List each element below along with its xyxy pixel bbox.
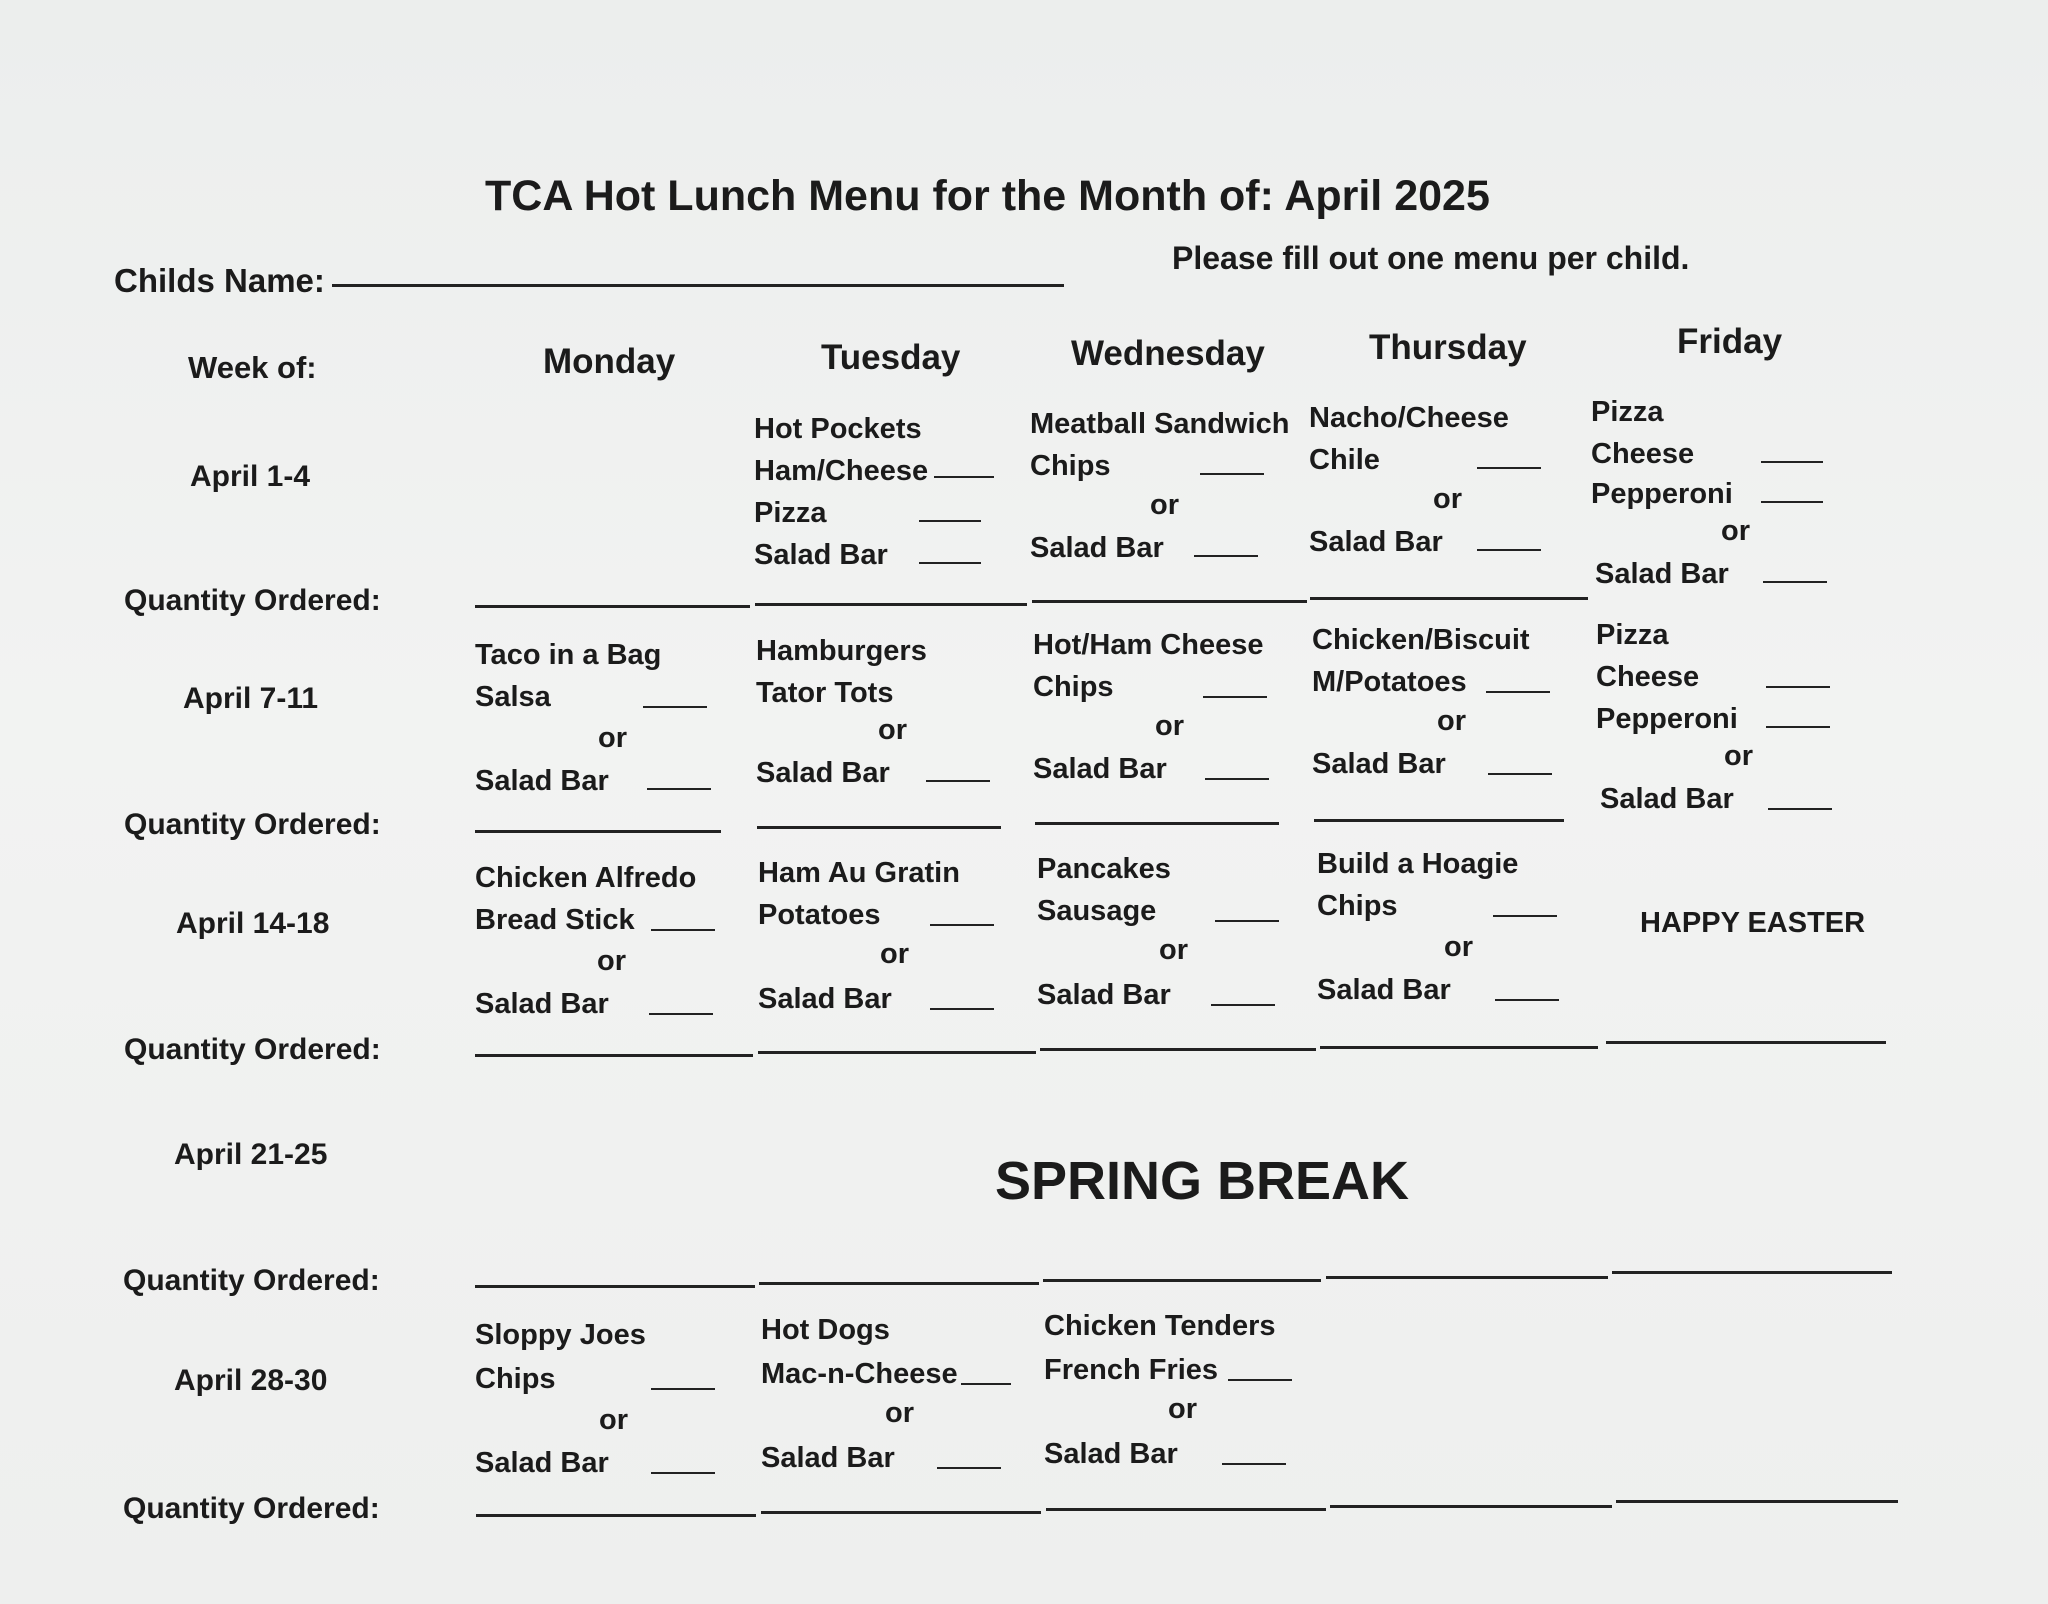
menu-item: Pizza (754, 497, 827, 529)
quantity-line-wednesday[interactable] (1040, 1048, 1316, 1051)
spring-break-banner: SPRING BREAK (995, 1151, 1410, 1211)
header-tuesday: Tuesday (821, 338, 961, 377)
order-blank[interactable] (1200, 473, 1264, 475)
order-blank[interactable] (643, 706, 707, 708)
order-blank[interactable] (1211, 1004, 1275, 1006)
order-blank[interactable] (649, 1013, 713, 1015)
quantity-label: Quantity Ordered: (124, 1033, 381, 1066)
menu-item: Salad Bar (754, 539, 888, 571)
menu-item: Taco in a Bag (475, 639, 662, 671)
order-blank[interactable] (1768, 808, 1832, 810)
header-week: Week of: (188, 350, 317, 385)
menu-item: Pepperoni (1591, 478, 1733, 510)
quantity-line-tuesday[interactable] (757, 826, 1001, 829)
menu-item: Chips (1317, 890, 1398, 922)
or-text: or (1724, 740, 1753, 772)
menu-item: Sausage (1037, 895, 1157, 927)
quantity-line-tuesday[interactable] (761, 1511, 1041, 1514)
or-text: or (597, 945, 626, 977)
order-blank[interactable] (1495, 999, 1559, 1001)
quantity-line-friday[interactable] (1616, 1500, 1898, 1503)
menu-item: Hot/Ham Cheese (1033, 629, 1264, 661)
quantity-line-thursday[interactable] (1326, 1276, 1608, 1279)
quantity-line-monday[interactable] (475, 1285, 755, 1288)
menu-item: Ham Au Gratin (758, 857, 960, 889)
or-text: or (1444, 931, 1473, 963)
order-blank[interactable] (1194, 555, 1258, 557)
header-wednesday: Wednesday (1071, 334, 1265, 373)
quantity-line-friday[interactable] (1606, 1041, 1886, 1044)
menu-item: Salad Bar (475, 988, 609, 1020)
menu-item: Tator Tots (756, 677, 894, 709)
menu-item: Salad Bar (1595, 558, 1729, 590)
order-blank[interactable] (919, 520, 981, 522)
quantity-line-monday[interactable] (475, 605, 750, 608)
menu-item: Pizza (1591, 396, 1664, 428)
quantity-label: Quantity Ordered: (124, 808, 381, 841)
menu-item: Cheese (1591, 438, 1695, 470)
quantity-line-wednesday[interactable] (1043, 1279, 1321, 1282)
week-label: April 21-25 (174, 1138, 328, 1171)
order-blank[interactable] (1205, 778, 1269, 780)
quantity-line-tuesday[interactable] (759, 1282, 1039, 1285)
quantity-line-monday[interactable] (476, 1514, 756, 1517)
menu-item: M/Potatoes (1312, 666, 1467, 698)
order-blank[interactable] (1477, 467, 1541, 469)
quantity-line-thursday[interactable] (1310, 597, 1588, 600)
order-blank[interactable] (651, 1388, 715, 1390)
menu-item: Salad Bar (1309, 526, 1443, 558)
menu-item: Potatoes (758, 899, 881, 931)
page-title: TCA Hot Lunch Menu for the Month of: April 2025 (485, 172, 1490, 220)
quantity-label: Quantity Ordered: (123, 1264, 380, 1297)
menu-item: Pancakes (1037, 853, 1171, 885)
header-monday: Monday (543, 342, 676, 381)
order-blank[interactable] (1761, 501, 1823, 503)
order-blank[interactable] (651, 1472, 715, 1474)
child-name-label: Childs Name: (114, 262, 325, 299)
quantity-line-wednesday[interactable] (1032, 600, 1307, 603)
friday-holiday-note: HAPPY EASTER (1640, 907, 1866, 939)
order-blank[interactable] (919, 562, 981, 564)
menu-item: Mac-n-Cheese (761, 1358, 958, 1390)
or-text: or (1159, 934, 1188, 966)
menu-item: Salad Bar (475, 765, 609, 797)
order-blank[interactable] (937, 1467, 1001, 1469)
or-text: or (880, 938, 909, 970)
or-text: or (1150, 489, 1179, 521)
menu-item: Chips (1033, 671, 1114, 703)
child-name-field[interactable] (332, 284, 1064, 287)
menu-item: Pepperoni (1596, 703, 1738, 735)
menu-item: Pizza (1596, 619, 1669, 651)
menu-item: Chicken Tenders (1044, 1310, 1276, 1342)
quantity-line-thursday[interactable] (1320, 1046, 1598, 1049)
or-text: or (599, 1404, 628, 1436)
order-blank[interactable] (1222, 1463, 1286, 1465)
order-blank[interactable] (930, 924, 994, 926)
order-blank[interactable] (1203, 696, 1267, 698)
menu-item: Salad Bar (1312, 748, 1446, 780)
menu-item: Chile (1309, 444, 1380, 476)
menu-item: Cheese (1596, 661, 1700, 693)
header-friday: Friday (1677, 322, 1783, 361)
quantity-line-wednesday[interactable] (1046, 1508, 1326, 1511)
menu-item: Salad Bar (758, 983, 892, 1015)
order-blank[interactable] (1763, 581, 1827, 583)
header-thursday: Thursday (1369, 328, 1527, 367)
menu-item: Meatball Sandwich (1030, 408, 1290, 440)
menu-item: Bread Stick (475, 904, 635, 936)
week-label: April 14-18 (176, 907, 330, 940)
quantity-line-wednesday[interactable] (1035, 822, 1279, 825)
order-blank[interactable] (647, 788, 711, 790)
menu-item: Salad Bar (1030, 532, 1164, 564)
menu-item: Build a Hoagie (1317, 848, 1519, 880)
order-blank[interactable] (1486, 691, 1550, 693)
or-text: or (1433, 483, 1462, 515)
week-label: April 1-4 (190, 460, 311, 493)
order-blank[interactable] (1761, 461, 1823, 463)
quantity-line-monday[interactable] (475, 1054, 753, 1057)
order-blank[interactable] (1766, 686, 1830, 688)
quantity-label: Quantity Ordered: (123, 1492, 380, 1525)
quantity-line-tuesday[interactable] (758, 1051, 1036, 1054)
or-text: or (1155, 710, 1184, 742)
menu-item: Salad Bar (1037, 979, 1171, 1011)
order-blank[interactable] (1766, 726, 1830, 728)
menu-item: Hot Dogs (761, 1314, 890, 1346)
order-blank[interactable] (1493, 915, 1557, 917)
menu-item: Salad Bar (1044, 1438, 1178, 1470)
order-blank[interactable] (1488, 773, 1552, 775)
quantity-line-thursday[interactable] (1314, 819, 1564, 822)
menu-item: Ham/Cheese (754, 455, 929, 487)
order-blank[interactable] (1477, 549, 1541, 551)
menu-item: Salad Bar (1033, 753, 1167, 785)
quantity-line-thursday[interactable] (1330, 1505, 1612, 1508)
menu-item: French Fries (1044, 1354, 1219, 1386)
menu-item: Chicken Alfredo (475, 862, 697, 894)
menu-item: Salad Bar (1600, 783, 1734, 815)
order-blank[interactable] (1215, 920, 1279, 922)
menu-item: Sloppy Joes (475, 1319, 646, 1351)
or-text: or (885, 1397, 914, 1429)
quantity-label: Quantity Ordered: (124, 584, 381, 617)
menu-item: Chicken/Biscuit (1312, 624, 1530, 656)
menu-item: Salad Bar (475, 1447, 609, 1479)
quantity-line-friday[interactable] (1612, 1271, 1892, 1274)
order-blank[interactable] (934, 476, 994, 478)
order-blank[interactable] (961, 1383, 1011, 1385)
menu-item: Hot Pockets (754, 413, 922, 445)
quantity-line-tuesday[interactable] (755, 603, 1027, 606)
order-blank[interactable] (651, 929, 715, 931)
menu-item: Salad Bar (761, 1442, 895, 1474)
order-blank[interactable] (1228, 1379, 1292, 1381)
menu-item: Salsa (475, 681, 551, 713)
instruction-note: Please fill out one menu per child. (1172, 240, 1690, 276)
or-text: or (598, 722, 627, 754)
week-label: April 7-11 (183, 682, 319, 715)
order-blank[interactable] (930, 1008, 994, 1010)
order-blank[interactable] (926, 780, 990, 782)
quantity-line-monday[interactable] (475, 830, 721, 833)
menu-item: Nacho/Cheese (1309, 402, 1509, 434)
or-text: or (1437, 705, 1466, 737)
menu-item: Salad Bar (1317, 974, 1451, 1006)
menu-item: Salad Bar (756, 757, 890, 789)
menu-item: Chips (475, 1363, 556, 1395)
menu-item: Hamburgers (756, 635, 927, 667)
menu-item: Chips (1030, 450, 1111, 482)
week-label: April 28-30 (174, 1364, 328, 1397)
or-text: or (878, 714, 907, 746)
or-text: or (1168, 1393, 1197, 1425)
or-text: or (1721, 515, 1750, 547)
